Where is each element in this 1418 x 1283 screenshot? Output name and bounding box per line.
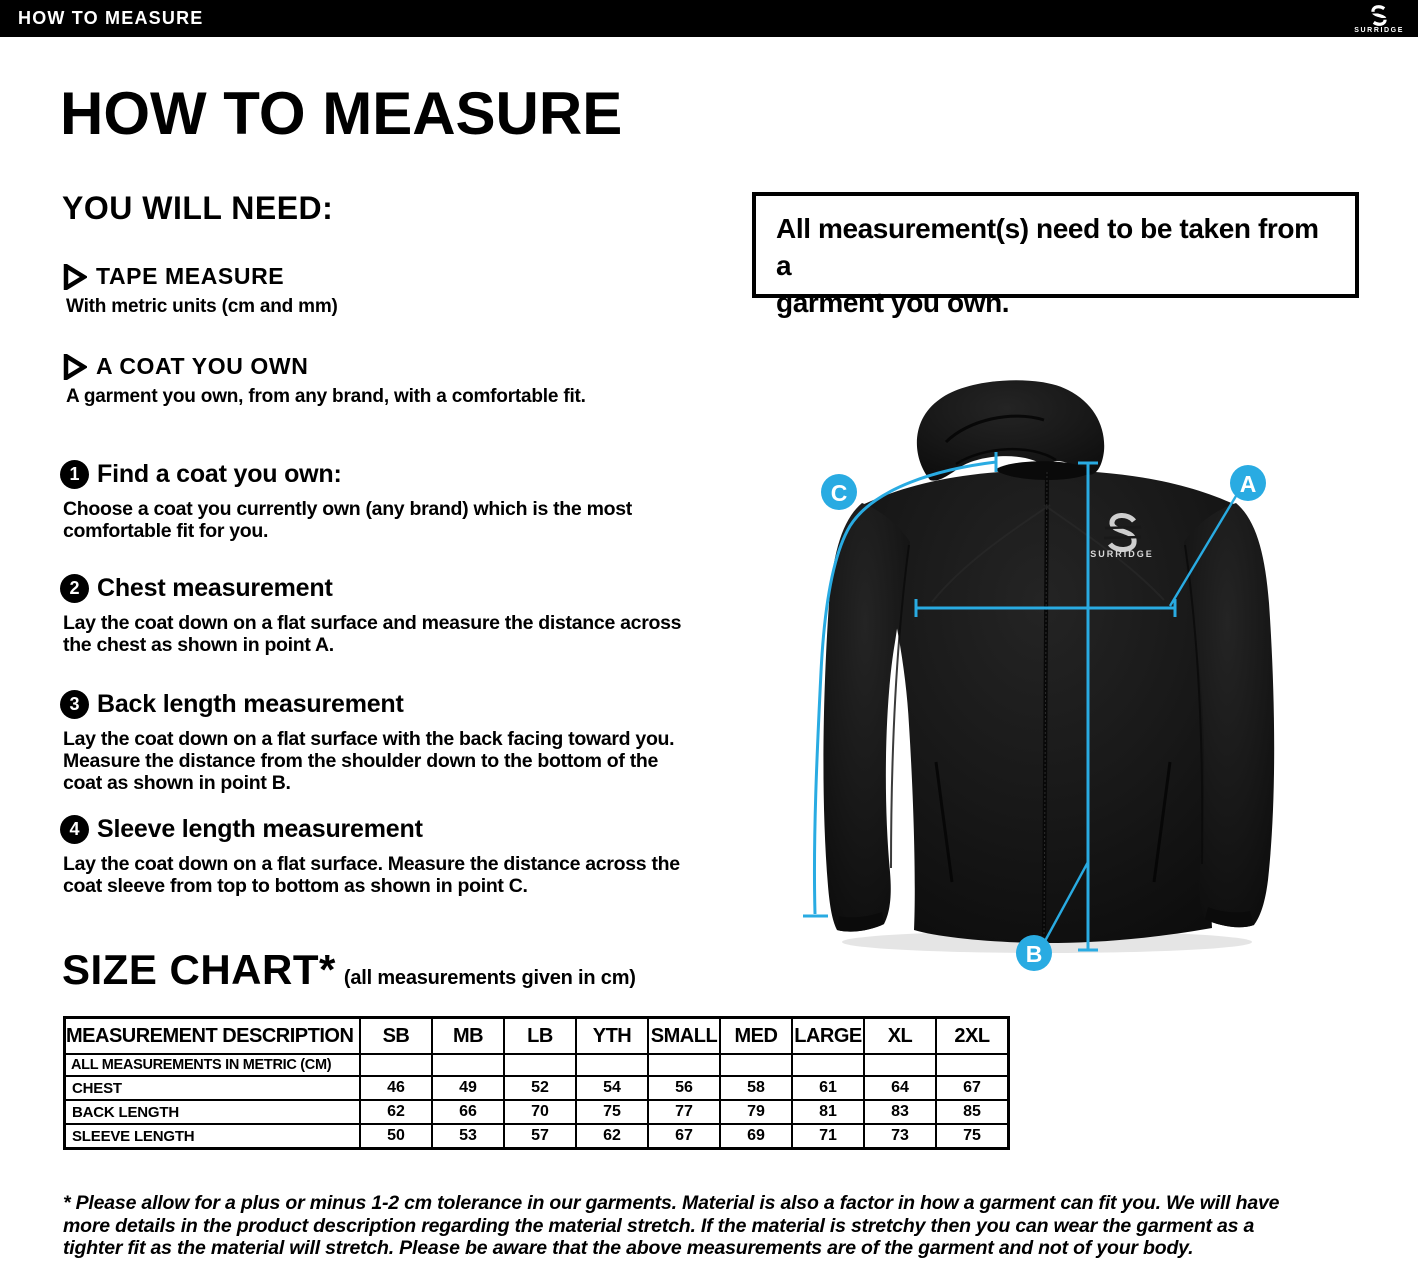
point-a-label: A: [1239, 471, 1257, 497]
step-number-badge: 1: [60, 460, 89, 489]
jacket-image: [760, 370, 1380, 1030]
jacket-measurement-diagram: [760, 370, 1380, 1030]
need-item-description: With metric units (cm and mm): [66, 296, 338, 317]
size-chart-table: [63, 1016, 1010, 1150]
step-title: Back length measurement: [97, 690, 404, 718]
column-header: MB: [432, 1018, 504, 1055]
unit-row: [65, 1054, 1009, 1076]
step-title: Find a coat you own:: [97, 460, 342, 488]
jacket-body: [862, 470, 1236, 943]
column-header: 2XL: [936, 1018, 1009, 1055]
column-header: XL: [864, 1018, 936, 1055]
column-header: MED: [720, 1018, 792, 1055]
column-header: SB: [360, 1018, 432, 1055]
top-bar: [0, 0, 1418, 37]
surridge-logo: [1354, 5, 1404, 34]
size-chart-title: SIZE CHART*: [62, 946, 336, 993]
point-b-marker: [1016, 935, 1052, 971]
table-row-chest: CHEST 46 49 52 54 56 58 61 64 67: [65, 1076, 1009, 1100]
step-number-badge: 2: [60, 574, 89, 603]
column-header: YTH: [576, 1018, 648, 1055]
step-2: [60, 574, 760, 656]
point-a-marker: [1230, 465, 1266, 501]
unit-label: ALL MEASUREMENTS IN METRIC (CM): [65, 1054, 361, 1076]
need-item-title: TAPE MEASURE: [96, 263, 285, 289]
triangle-bullet-icon: [63, 354, 87, 380]
surridge-logo-text: SURRIDGE: [1354, 27, 1404, 34]
table-row-sleeve-length: SLEEVE LENGTH 50 53 57 62 67 69 71 73 75: [65, 1124, 1009, 1149]
triangle-bullet-icon: [63, 264, 87, 290]
size-chart-header-row: [65, 1018, 1009, 1055]
step-description: Choose a coat you currently own (any brand) which is the most comfortable fit for you.: [63, 498, 632, 542]
column-header: LARGE: [792, 1018, 864, 1055]
jacket-left-sleeve: [823, 503, 910, 932]
measurement-note-box: All measurement(s) need to be taken from a garment you own.: [752, 192, 1359, 298]
point-b-label: B: [1025, 941, 1043, 967]
step-title: Sleeve length measurement: [97, 815, 423, 843]
page-title: HOW TO MEASURE: [60, 80, 623, 147]
size-chart-heading: [62, 946, 636, 994]
step-number-badge: 3: [60, 690, 89, 719]
surridge-s-icon: [1368, 5, 1390, 26]
you-will-need-heading: YOU WILL NEED:: [62, 190, 334, 226]
table-row-back-length: BACK LENGTH 62 66 70 75 77 79 81 83 85: [65, 1100, 1009, 1124]
need-item-title: A COAT YOU OWN: [96, 353, 309, 379]
top-bar-title: HOW TO MEASURE: [18, 8, 204, 28]
row-label: SLEEVE LENGTH: [65, 1124, 361, 1149]
step-1: [60, 460, 760, 542]
step-number-badge: 4: [60, 815, 89, 844]
point-c-label: C: [830, 480, 848, 506]
need-item-description: A garment you own, from any brand, with a comfortable fit.: [66, 386, 586, 407]
row-label: BACK LENGTH: [65, 1100, 361, 1124]
step-description: Lay the coat down on a flat surface. Measure the distance across the coat sleeve from top to bottom as shown in point C.: [63, 853, 680, 897]
point-c-marker: [821, 474, 857, 510]
step-4: [60, 815, 760, 897]
column-header: LB: [504, 1018, 576, 1055]
size-chart-subtitle: (all measurements given in cm): [343, 967, 636, 989]
need-item-tape-measure: [63, 263, 338, 318]
step-description: Lay the coat down on a flat surface with the back facing toward you. Measure the distance from the shoulder down to the bottom of the coat as shown in point B.: [63, 728, 675, 794]
jacket-brand-text: SURRIDGE: [1090, 549, 1154, 559]
column-header: MEASUREMENT DESCRIPTION: [65, 1018, 361, 1055]
step-3: [60, 690, 760, 794]
step-title: Chest measurement: [97, 574, 333, 602]
row-label: CHEST: [65, 1076, 361, 1100]
step-description: Lay the coat down on a flat surface and measure the distance across the chest as shown in point A.: [63, 612, 682, 656]
tolerance-disclaimer: * Please allow for a plus or minus 1-2 cm tolerance in our garments. Material is also a factor in how a garment can fit you. We will have more details in the product description regarding the material stretch. If the material is stretchy then you can wear the garment as a tighter fit as the material will stretch. Please be aware that the above measurements are of the garment and not of your body.: [63, 1192, 1280, 1259]
column-header: SMALL: [648, 1018, 720, 1055]
need-item-coat: [63, 353, 586, 408]
